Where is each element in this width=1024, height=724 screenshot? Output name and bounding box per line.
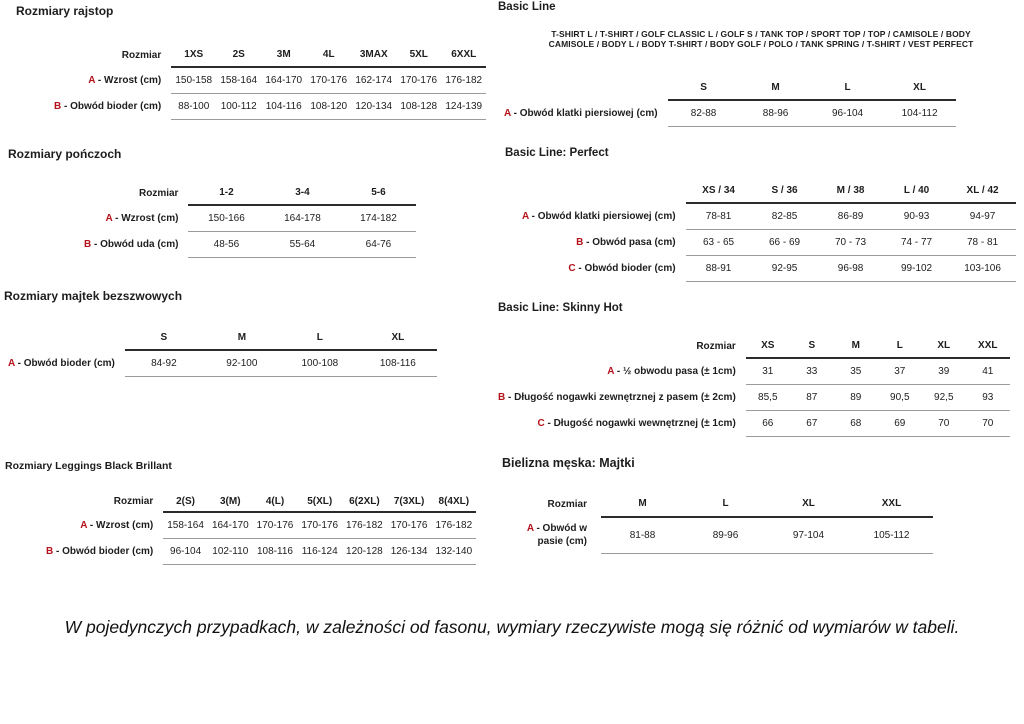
column-header: 3-4	[264, 182, 340, 205]
column-header: 2S	[216, 44, 261, 67]
column-header: M	[601, 493, 684, 517]
cell-value: 176-182	[342, 512, 387, 539]
table-row	[4, 350, 437, 377]
table-header-label: Rozmiar	[139, 188, 179, 199]
cell-value: 66 - 69	[752, 230, 818, 256]
column-header: S	[790, 335, 834, 358]
cell-value: 124-139	[441, 94, 486, 120]
section-title-rajstop: Rozmiary rajstop	[16, 4, 114, 18]
row-letter: B	[498, 392, 506, 403]
row-label: B - Obwód bioder (cm)	[46, 546, 154, 557]
cell-value: 87	[790, 385, 834, 411]
cell-value: 108-128	[396, 94, 441, 120]
column-header: 5(XL)	[297, 491, 342, 512]
cell-value: 78-81	[686, 203, 752, 230]
row-label: B - Obwód pasa (cm)	[576, 237, 676, 248]
row-label: A - Obwód bioder (cm)	[8, 357, 115, 369]
section-title-basic-line-perfect: Basic Line: Perfect	[505, 147, 609, 159]
row-letter: C	[537, 418, 545, 429]
cell-value: 116-124	[297, 539, 342, 565]
table-row	[494, 358, 1010, 385]
column-header: 6XXL	[441, 44, 486, 67]
cell-value: 74 - 77	[884, 230, 950, 256]
table-header-row	[505, 493, 933, 517]
cell-value: 92,5	[922, 385, 966, 411]
cell-value: 35	[834, 358, 878, 385]
row-label: C - Obwód bioder (cm)	[568, 263, 676, 274]
table-header-row	[42, 491, 476, 512]
row-label: A - Wzrost (cm)	[88, 74, 162, 86]
row-label: B - Długość nogawki zewnętrznej z pasem (± 2cm)	[498, 392, 736, 403]
cell-value: 82-88	[668, 100, 740, 127]
column-header: M	[740, 77, 812, 100]
column-header: XXL	[966, 335, 1010, 358]
column-header: XL / 42	[950, 180, 1016, 203]
table-row	[518, 230, 1016, 256]
table-row	[50, 67, 486, 94]
cell-value: 96-104	[163, 539, 208, 565]
cell-value: 105-112	[850, 517, 933, 554]
column-header: M	[203, 327, 281, 350]
column-header: M	[834, 335, 878, 358]
table-row	[80, 205, 416, 232]
table-header-row	[80, 182, 416, 205]
column-header: XS	[746, 335, 790, 358]
cell-value: 132-140	[431, 539, 476, 565]
row-letter: B	[54, 101, 62, 112]
product-list-line: CAMISOLE / BODY L / BODY T-SHIRT / BODY GOLF / POLO / TANK SPRING / T-SHIRT / VEST PERFECT	[548, 38, 974, 49]
cell-value: 150-166	[188, 205, 264, 232]
column-header: 1XS	[171, 44, 216, 67]
section-title-basic-line: Basic Line	[498, 1, 556, 13]
cell-value: 67	[790, 411, 834, 437]
cell-value: 70	[922, 411, 966, 437]
column-header: 5-6	[340, 182, 416, 205]
product-list-line: T-SHIRT L / T-SHIRT / GOLF CLASSIC L / GOLF S / TANK TOP / SPORT TOP / TOP / CAMISOLE / BODY	[551, 29, 971, 39]
column-header: S	[668, 77, 740, 100]
column-header: L	[812, 77, 884, 100]
column-header: 8(4XL)	[431, 491, 476, 512]
row-letter: A	[8, 357, 15, 369]
cell-value: 100-108	[281, 350, 359, 377]
column-header: 6(2XL)	[342, 491, 387, 512]
row-label: B - Obwód uda (cm)	[84, 239, 179, 250]
cell-value: 120-134	[351, 94, 396, 120]
column-header: L	[878, 335, 922, 358]
cell-value: 164-178	[264, 205, 340, 232]
cell-value: 97-104	[767, 517, 850, 554]
cell-value: 164-170	[261, 67, 306, 94]
cell-value: 41	[966, 358, 1010, 385]
cell-value: 88-100	[171, 94, 216, 120]
row-letter: C	[568, 263, 576, 274]
row-label: C - Długość nogawki wewnętrznej (± 1cm)	[537, 418, 736, 429]
row-letter: A	[88, 74, 96, 86]
cell-value: 55-64	[264, 232, 340, 258]
column-header: 7(3XL)	[387, 491, 432, 512]
table-ponczoch	[80, 182, 416, 258]
table-header-label: Rozmiar	[113, 496, 154, 507]
cell-value: 108-116	[253, 539, 298, 565]
column-header: XL	[922, 335, 966, 358]
column-header: 4L	[306, 44, 351, 67]
cell-value: 88-91	[686, 256, 752, 282]
table-header-label	[500, 77, 668, 100]
row-label: B - Obwód bioder (cm)	[54, 101, 162, 112]
cell-value: 92-95	[752, 256, 818, 282]
table-row	[494, 385, 1010, 411]
section-title-ponczoch: Rozmiary pończoch	[8, 147, 122, 161]
cell-value: 90,5	[878, 385, 922, 411]
column-header: S / 36	[752, 180, 818, 203]
row-letter: A	[504, 107, 511, 119]
cell-value: 100-112	[216, 94, 261, 120]
table-row	[518, 203, 1016, 230]
row-letter: B	[576, 237, 584, 248]
cell-value: 92-100	[203, 350, 281, 377]
section-title-basic-line-skinny-hot: Basic Line: Skinny Hot	[498, 302, 623, 314]
cell-value: 96-98	[818, 256, 884, 282]
cell-value: 89-96	[684, 517, 767, 554]
table-rajstop	[50, 44, 486, 120]
cell-value: 33	[790, 358, 834, 385]
cell-value: 99-102	[884, 256, 950, 282]
cell-value: 170-176	[306, 67, 351, 94]
cell-value: 150-158	[171, 67, 216, 94]
row-label: A - Obwód w pasie (cm)	[526, 522, 587, 547]
column-header: 4(L)	[253, 491, 298, 512]
table-header-row	[50, 44, 486, 67]
table-row	[80, 232, 416, 258]
section-title-bielizna-meska-majtki: Bielizna męska: Majtki	[502, 456, 635, 470]
column-header: XS / 34	[686, 180, 752, 203]
cell-value: 81-88	[601, 517, 684, 554]
table-row	[50, 94, 486, 120]
column-header: XL	[884, 77, 956, 100]
column-header: 3(M)	[208, 491, 253, 512]
column-header: L	[281, 327, 359, 350]
column-header: XXL	[850, 493, 933, 517]
table-header-label: Rozmiar	[121, 50, 162, 61]
table-header-label: Rozmiar	[696, 341, 736, 352]
table-majtek-bezszwowych	[4, 327, 437, 377]
cell-value: 108-116	[359, 350, 437, 377]
table-header-label	[518, 180, 686, 203]
cell-value: 66	[746, 411, 790, 437]
row-letter: A	[105, 212, 113, 224]
cell-value: 170-176	[387, 512, 432, 539]
row-label: A - ½ obwodu pasa (± 1cm)	[607, 365, 736, 377]
cell-value: 86-89	[818, 203, 884, 230]
row-letter: A	[522, 210, 529, 222]
cell-value: 176-182	[441, 67, 486, 94]
cell-value: 69	[878, 411, 922, 437]
table-bielizna-meska-majtki	[505, 493, 933, 554]
table-row	[505, 517, 933, 554]
table-row	[42, 539, 476, 565]
cell-value: 158-164	[163, 512, 208, 539]
cell-value: 104-112	[884, 100, 956, 127]
cell-value: 63 - 65	[686, 230, 752, 256]
row-label: A - Wzrost (cm)	[105, 212, 179, 224]
cell-value: 48-56	[188, 232, 264, 258]
cell-value: 90-93	[884, 203, 950, 230]
table-header-row	[500, 77, 956, 100]
section-title-leggings-black-brillant: Rozmiary Leggings Black Brillant	[5, 460, 172, 472]
cell-value: 96-104	[812, 100, 884, 127]
column-header: 3M	[261, 44, 306, 67]
column-header: 2(S)	[163, 491, 208, 512]
column-header: 1-2	[188, 182, 264, 205]
column-header: XL	[359, 327, 437, 350]
cell-value: 103-106	[950, 256, 1016, 282]
row-label: A - Wzrost (cm)	[80, 519, 154, 531]
cell-value: 170-176	[253, 512, 298, 539]
cell-value: 174-182	[340, 205, 416, 232]
row-letter: A	[80, 519, 88, 531]
column-header: L	[684, 493, 767, 517]
cell-value: 108-120	[306, 94, 351, 120]
cell-value: 78 - 81	[950, 230, 1016, 256]
table-row	[494, 411, 1010, 437]
column-header: M / 38	[818, 180, 884, 203]
cell-value: 120-128	[342, 539, 387, 565]
cell-value: 93	[966, 385, 1010, 411]
column-header: L / 40	[884, 180, 950, 203]
section-title-majtek-bezszwowych: Rozmiary majtek bezszwowych	[4, 289, 183, 303]
cell-value: 94-97	[950, 203, 1016, 230]
cell-value: 31	[746, 358, 790, 385]
row-letter: A	[607, 365, 615, 377]
row-letter: B	[84, 239, 92, 250]
cell-value: 68	[834, 411, 878, 437]
cell-value: 176-182	[431, 512, 476, 539]
table-header-label	[4, 327, 125, 350]
cell-value: 102-110	[208, 539, 253, 565]
cell-value: 158-164	[216, 67, 261, 94]
cell-value: 164-170	[208, 512, 253, 539]
footnote: W pojedynczych przypadkach, w zależności od fasonu, wymiary rzeczywiste mogą się różnić od wymiarów w tabeli.	[64, 617, 960, 637]
row-letter: A	[526, 522, 534, 534]
row-label: A - Obwód klatki piersiowej (cm)	[504, 107, 658, 119]
table-header-row	[4, 327, 437, 350]
column-header: 5XL	[396, 44, 441, 67]
cell-value: 104-116	[261, 94, 306, 120]
table-header-row	[494, 335, 1010, 358]
cell-value: 126-134	[387, 539, 432, 565]
cell-value: 162-174	[351, 67, 396, 94]
cell-value: 84-92	[125, 350, 203, 377]
cell-value: 170-176	[396, 67, 441, 94]
table-basic-line	[500, 77, 956, 127]
table-row	[518, 256, 1016, 282]
basic-line-product-list	[500, 30, 1022, 49]
cell-value: 70	[966, 411, 1010, 437]
cell-value: 70 - 73	[818, 230, 884, 256]
table-row	[42, 512, 476, 539]
column-header: 3MAX	[351, 44, 396, 67]
table-header-label: Rozmiar	[547, 499, 587, 510]
cell-value: 39	[922, 358, 966, 385]
table-basic-line-perfect	[518, 180, 1016, 282]
cell-value: 64-76	[340, 232, 416, 258]
table-basic-line-skinny-hot	[494, 335, 1010, 437]
table-leggings-black-brillant	[42, 491, 476, 565]
table-header-row	[518, 180, 1016, 203]
column-header: XL	[767, 493, 850, 517]
table-row	[500, 100, 956, 127]
cell-value: 82-85	[752, 203, 818, 230]
row-label: A - Obwód klatki piersiowej (cm)	[522, 210, 676, 222]
row-letter: B	[46, 546, 54, 557]
column-header: S	[125, 327, 203, 350]
cell-value: 170-176	[297, 512, 342, 539]
cell-value: 89	[834, 385, 878, 411]
cell-value: 85,5	[746, 385, 790, 411]
cell-value: 37	[878, 358, 922, 385]
cell-value: 88-96	[740, 100, 812, 127]
